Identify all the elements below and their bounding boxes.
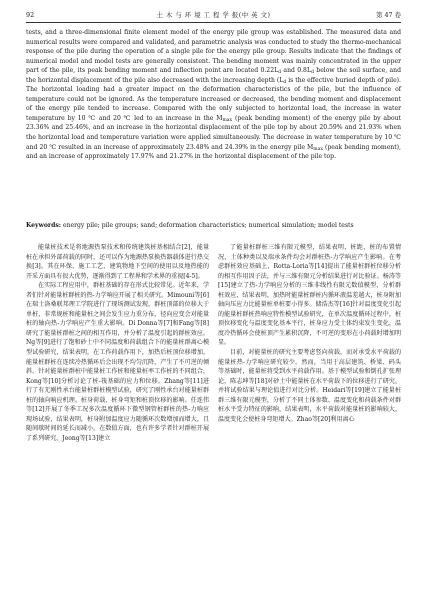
body-paragraph: 在实际工程应用中，群桩基础的存在形式比较常见。近年来，学者们针对能量桩群桩的热-力学响应开展了相关研究。Mimouni等[6]在瑞士洛桑联邦理工学院进行了现场测试发现，群桩顶部的位移大于单桩，非常规桩和能量桩之间会发生应力重分布，径向应变会对能量桩的轴向热-力学响应产生重大影响。Di Donna等[7]和Fang等[8]研究了能量桩群桩之间的相互作用，并分析了温度引起的群桩效应。Ng等[9]进行了饱和砂土中不同温度和荷载组合下的能量桩群离心模型试验研究，结果表明，在工作荷载作用下，加热后桩顶位移增加，能量桩群桩在连续冷热循环后会出现不均匀沉降，产生了不可逆的倾斜。针对能量桩群桩中能量桩工作桩和能量桩率工作桩的不同组合，Kong等[10]分析讨论了桩-筏基础的应力和位移。Zhang等[11]进行了有无刚性承台能量桩群桩模型试验，研究了刚性承台对能量桩群桩的轴向响应机理。桩身荷载、桩身弯矩和桩顶位移的影响。任连伟等[12]开展了冬季工况多次温度循环下微型钢管桩群桩的热-力响应现场试验，结果表明，桩身附加温度应力随循环次数增加而增大，且随间歇时间的延长而减小。在数值方面，也有许多学者针对群桩开展了系列研究。Jeong等[13]建立	[26, 282, 209, 442]
journal-title: 土 木 与 环 境 工 程 学 报(中 英 文)	[156, 11, 271, 19]
page-number: 92	[26, 11, 35, 19]
body-column-left	[26, 243, 209, 443]
header-rule	[26, 22, 401, 23]
keywords-label: Keywords:	[26, 222, 62, 229]
volume-number: 第 47 卷	[376, 11, 401, 19]
body-paragraph: 目前，对能量桩的研究主要考虑竖向荷载，而对承受水平荷载的能量桩热-力学响应研究较少。然而，当用于高层建筑、桥梁、码头等基础时，能量桩将受到水平荷载作用。基于模型试验和倒孔扩张理论，陈志坤等[18]对砂土中能量桩在水平荷载下的位移进行了研究，并将试验结果与理论值进行对比分析。Heidari等[19]建立了能量桩群三维有限元模型，分析了不同土体参数、温度变化和荷载条件对群桩水平受力特征的影响，结果表明，水平荷载对能量桩的影响较大，温度变化会使桩身弯矩增大。Zhao等[20]利用离心	[218, 349, 401, 423]
body-paragraph: 了能量桩群桩三维有限元模型，结果表明，桩距、桩的布置情况，土体种类以及端承条件均会对群桩热-力学响应产生影响。在考虑群桩效应基础上，Rotta-Loria等[14]提出了能量桩群桩位移分析的相互作用因子法，并与三维有限元分析结果进行对比验证。杨涛等[15]建立了热-力学响应分析的三维非线性有限元数值模型，分析群桩效应，结果表明，加热时能量桩群桩内循环液温差越大，桩身附加轴向压应力比能量桩单桩要小得多。储浩杰等[16]针对温度变化引起的能量桩群桩热响应特性模型试验研究，在单次温度循环过程中，桩顶位移变化与温度变化基本平行，桩身应力受土体约束发生变化，温度冷热循环会使桩顶产生累积沉降，不可逆的变形在小荷载时增加明显。	[218, 244, 401, 347]
body-paragraph: 能量桩技术是将地源热泵技术和传统建筑桩基相结合[2]，能量桩在承担外部荷载的同时，还可以作为地源热泵换热器载体进行热交换[3]。其在环保、施工工艺、建筑物地下空间的使用以及地热能的开采方面具有很大优势，逐渐得到了工程界和学术界的重视[4-5]。	[26, 244, 209, 280]
body-column-right	[218, 243, 401, 424]
keywords-line	[26, 221, 401, 231]
page-header	[26, 9, 401, 21]
abstract-paragraph: tests, and a three-dimensional finite element model of the energy pile group was established. The measured data and numerical results were compared and validated, and parametric analysis was conducted to study the thermo-mechanical response of the pile during the operation of a single pile for the energy pile group. Results indicate that the findings of numerical model and model tests are generally consistent. The bending moment was mainly concentrated in the upper part of the pile, its peak bending moment and inflection point are located $0.22L_d$ and $0.8L_d$ below the soil surface, and the horizontal displacement of the pile also decreased with the increasing depth ($L_d$ is the effective buried depth of pile). The horizontal loading had a greater impact on the deformation characteristics of the pile, but the influence of temperature could not be ignored. As the temperature increased or decreased, the bending moment and displacement of the energy pile tended to increase. Compared with the only subjected to horizontal load, the increase in water temperature by 10 ℃ and 20 ℃ led to an increase in the $M_{max}$ (peak bending moment) of the energy pile by about 23.36% and 25.46%, and an increase in the horizontal displacement of the pile top by about 20.59% and 21.93% when the horizontal load and temperature variation were applied simultaneously. The decrease in water temperature by 10 ℃ and 20 ℃ resulted in an increase of approximately 23.48% and 24.39% in the energy pile $M_{max}$ (peak bending moment), and an increase of approximately 17.97% and 21.27% in the horizontal displacement of the pile top.	[26, 29, 401, 161]
keywords-text: energy pile; pile groups; sand; deformation characteristics; numerical simulation; model tests	[61, 222, 354, 229]
